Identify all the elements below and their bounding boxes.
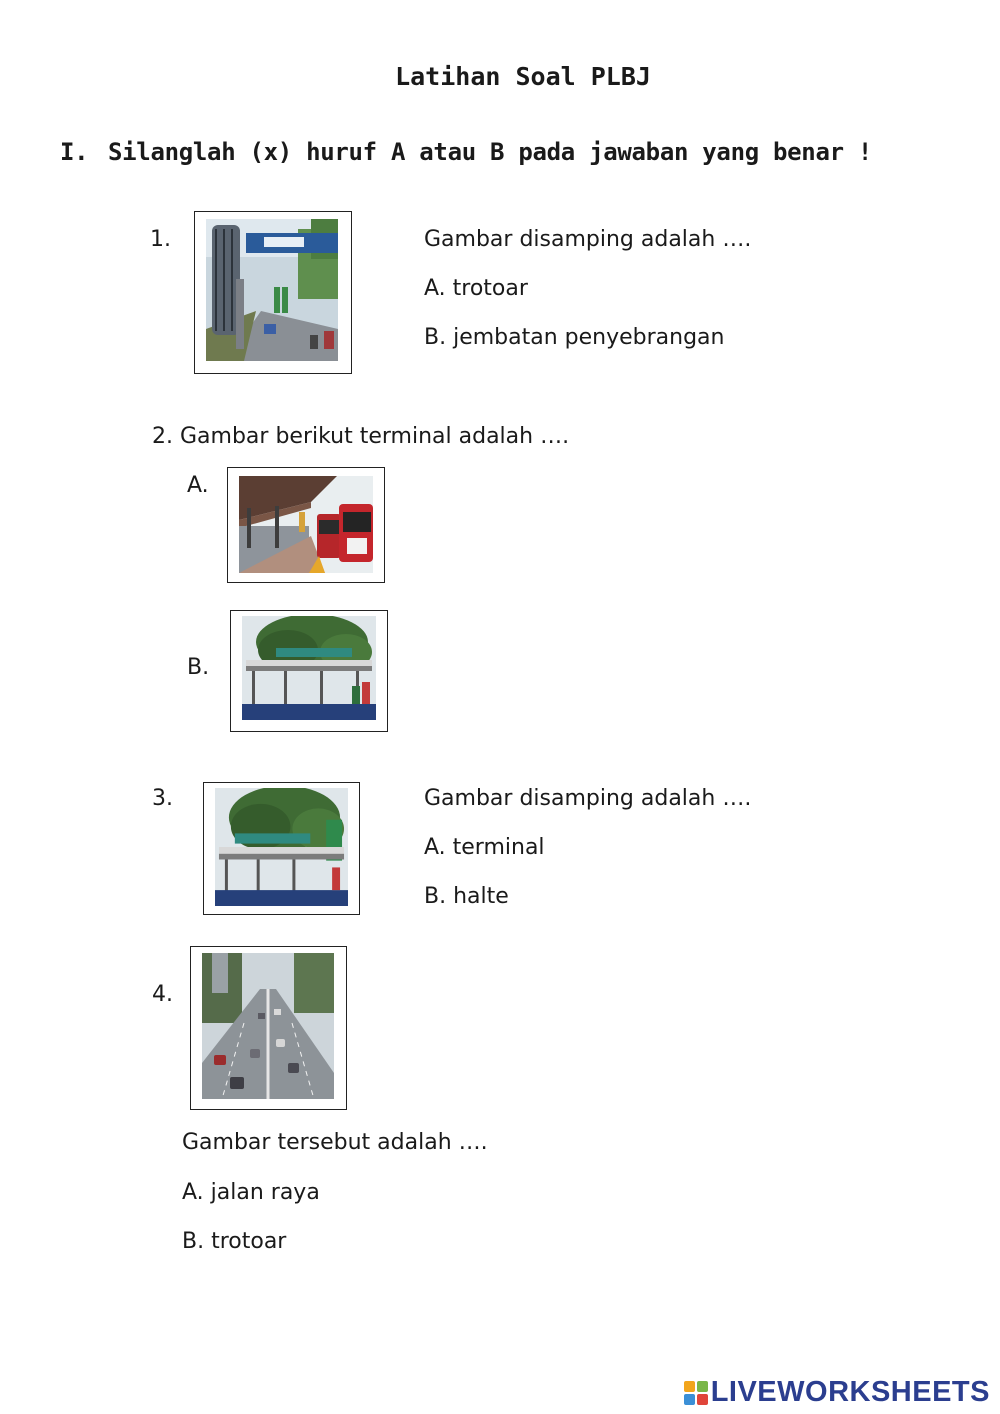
question-2-prompt-text: Gambar berikut terminal adalah …. [180, 424, 570, 449]
question-1-prompt: Gambar disamping adalah …. [424, 227, 752, 252]
question-4-image [190, 946, 347, 1110]
question-1-image [194, 211, 352, 374]
question-2-number: 2. [152, 424, 173, 449]
question-4-option-a[interactable]: A. jalan raya [182, 1180, 320, 1205]
question-4-prompt: Gambar tersebut adalah …. [182, 1130, 488, 1155]
question-3-option-b[interactable]: B. halte [424, 884, 509, 909]
question-2-image-b [230, 610, 388, 732]
question-2-image-a [227, 467, 385, 583]
question-3-image [203, 782, 360, 915]
question-2-option-b[interactable]: B. [187, 655, 210, 680]
pedestrian-bridge-photo [206, 219, 338, 361]
question-2-prompt [152, 424, 569, 449]
question-3-prompt: Gambar disamping adalah …. [424, 786, 752, 811]
question-1-option-b[interactable]: B. jembatan penyebrangan [424, 325, 725, 350]
question-1-number: 1. [150, 227, 171, 252]
question-4-option-b[interactable]: B. trotoar [182, 1229, 287, 1254]
instruction-text: Silanglah (x) huruf A atau B pada jawaban yang benar ! [108, 138, 873, 166]
instruction [60, 138, 872, 166]
liveworksheets-logo-icon [684, 1381, 708, 1405]
bus-stop-photo [215, 788, 348, 906]
section-number: I. [60, 138, 89, 166]
page-title: Latihan Soal PLBJ [395, 62, 651, 91]
bus-terminal-photo [239, 476, 373, 573]
question-3-number: 3. [152, 786, 173, 811]
bus-stop-photo [242, 616, 376, 720]
question-3-option-a[interactable]: A. terminal [424, 835, 545, 860]
question-1-option-a[interactable]: A. trotoar [424, 276, 528, 301]
brand-text: LIVEWORKSHEETS [710, 1376, 990, 1408]
highway-photo [202, 953, 334, 1099]
question-4-number: 4. [152, 982, 173, 1007]
question-2-option-a[interactable]: A. [187, 473, 209, 498]
liveworksheets-logo[interactable] [684, 1376, 990, 1409]
